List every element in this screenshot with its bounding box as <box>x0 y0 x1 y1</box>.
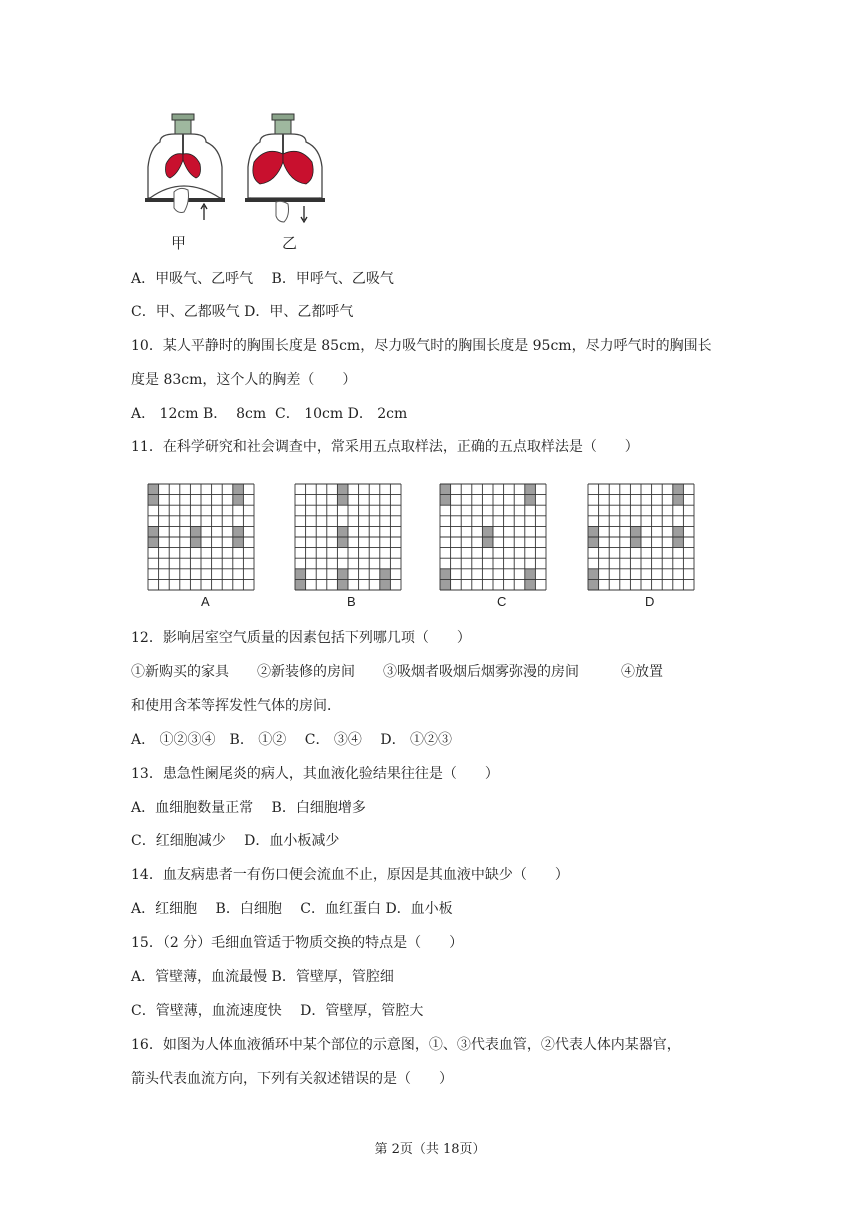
figure-label-yi: 乙 <box>282 234 298 252</box>
shaded-cell <box>148 537 159 548</box>
bell-jar-figure-jia <box>140 112 230 227</box>
shaded-cell <box>673 537 684 548</box>
q14-stem: 14．血友病患者一有伤口便会流血不止，原因是其血液中缺少（ ） <box>131 867 569 883</box>
grid-label-d: D <box>645 594 655 609</box>
q11-stem: 11．在科学研究和社会调查中，常采用五点取样法，正确的五点取样法是（ ） <box>131 439 639 455</box>
q10-stem-line-2: 度是 83cm，这个人的胸差（ ） <box>131 372 357 388</box>
q13-options-line-2: C．红细胞减少 D．血小板减少 <box>131 833 340 849</box>
shaded-cell <box>233 537 244 548</box>
q12-items-line-2: 和使用含苯等挥发性气体的房间． <box>131 698 341 714</box>
shaded-cell <box>337 569 348 580</box>
shaded-cell <box>588 526 599 537</box>
q16-stem-line-2: 箭头代表血流方向，下列有关叙述错误的是（ ） <box>131 1071 453 1087</box>
q10-options: A． 12cm B． 8cm C． 10cm D． 2cm <box>131 406 408 422</box>
q15-stem: 15．（2 分）毛细血管适于物质交换的特点是（ ） <box>131 935 464 951</box>
shaded-cell <box>482 526 493 537</box>
shaded-cell <box>525 495 536 506</box>
q12-stem: 12．影响居室空气质量的因素包括下列哪几项（ ） <box>131 630 471 646</box>
q13-stem: 13．患急性阑尾炎的病人，其血液化验结果往往是（ ） <box>131 766 499 782</box>
shaded-cell <box>295 579 306 590</box>
shaded-cell <box>673 526 684 537</box>
shaded-cell <box>525 484 536 495</box>
grid-figure-a <box>147 483 255 591</box>
shaded-cell <box>337 526 348 537</box>
q15-options-line-1: A．管壁薄，血流最慢 B．管壁厚，管腔细 <box>131 969 394 985</box>
shaded-cell <box>337 495 348 506</box>
q12-items-line-1: ①新购买的家具 ②新装修的房间 ③吸烟者吸烟后烟雾弥漫的房间 ④放置 <box>131 664 663 680</box>
grid-label-c: C <box>497 594 507 609</box>
bell-jar-figure-yi <box>240 112 330 227</box>
shaded-cell <box>525 569 536 580</box>
shaded-cell <box>190 537 201 548</box>
shaded-cell <box>148 495 159 506</box>
grid-label-b: B <box>347 594 356 609</box>
shaded-cell <box>337 537 348 548</box>
q9-options-line-1: A．甲吸气、乙呼气 B．甲呼气、乙吸气 <box>131 271 394 287</box>
shaded-cell <box>380 569 391 580</box>
grid-label-a: A <box>201 594 210 609</box>
grid-figure-d <box>587 483 695 591</box>
shaded-cell <box>588 537 599 548</box>
shaded-cell <box>190 526 201 537</box>
q10-stem-line-1: 10．某人平静时的胸围长度是 85cm，尽力吸气时的胸围长度是 95cm，尽力呼气时的胸围长 <box>131 338 712 354</box>
q15-options-line-2: C．管壁薄，血流速度快 D．管壁厚，管腔大 <box>131 1003 424 1019</box>
shaded-cell <box>440 495 451 506</box>
q14-options: A．红细胞 B．白细胞 C．血红蛋白 D．血小板 <box>131 901 453 917</box>
page-footer: 第 2页（共 18页） <box>374 1142 486 1157</box>
shaded-cell <box>630 526 641 537</box>
shaded-cell <box>482 537 493 548</box>
shaded-cell <box>630 537 641 548</box>
shaded-cell <box>588 579 599 590</box>
shaded-cell <box>148 526 159 537</box>
shaded-cell <box>440 579 451 590</box>
q13-options-line-1: A．血细胞数量正常 B．白细胞增多 <box>131 800 366 816</box>
shaded-cell <box>673 495 684 506</box>
shaded-cell <box>525 579 536 590</box>
figure-label-jia: 甲 <box>171 234 187 252</box>
grid-figure-b <box>294 483 402 591</box>
shaded-cell <box>440 484 451 495</box>
q12-options: A． ①②③④ B． ①② C． ③④ D． ①②③ <box>131 732 453 748</box>
shaded-cell <box>380 579 391 590</box>
q16-stem-line-1: 16．如图为人体血液循环中某个部位的示意图，①、③代表血管，②代表人体内某器官， <box>131 1037 681 1053</box>
shaded-cell <box>440 569 451 580</box>
shaded-cell <box>588 569 599 580</box>
shaded-cell <box>673 484 684 495</box>
shaded-cell <box>337 484 348 495</box>
shaded-cell <box>233 495 244 506</box>
shaded-cell <box>148 484 159 495</box>
shaded-cell <box>233 526 244 537</box>
shaded-cell <box>337 579 348 590</box>
q9-options-line-2: C．甲、乙都吸气 D．甲、乙都呼气 <box>131 304 354 320</box>
shaded-cell <box>295 569 306 580</box>
shaded-cell <box>233 484 244 495</box>
grid-figure-c <box>439 483 547 591</box>
